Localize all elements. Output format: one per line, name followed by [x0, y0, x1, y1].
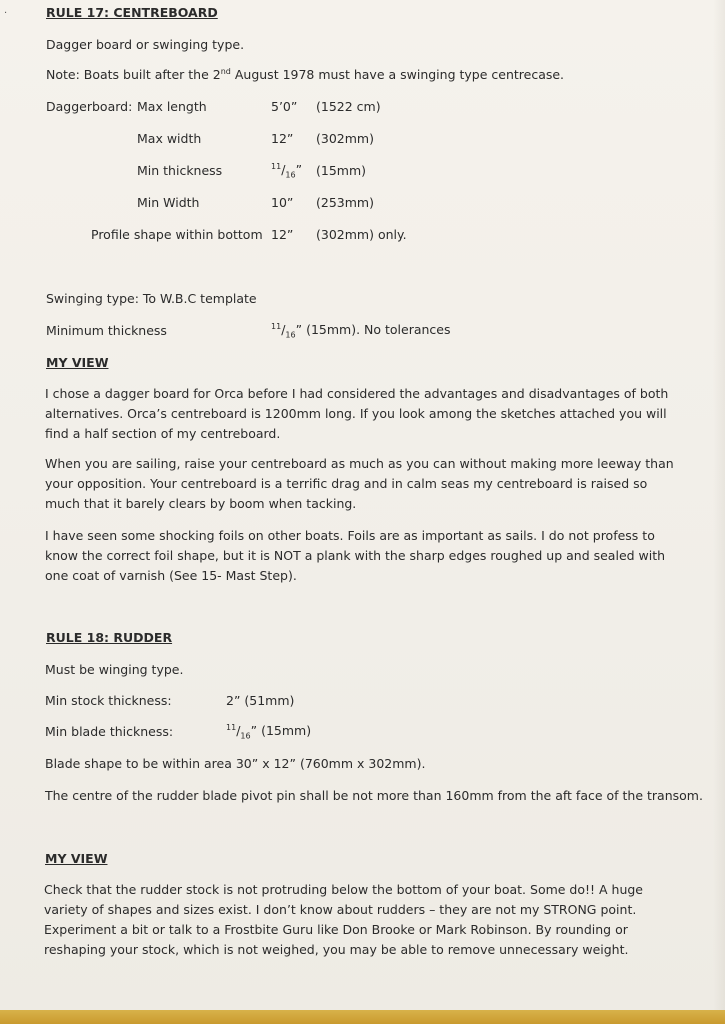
spec-label: Max length [137, 99, 207, 114]
spec-metric: (15mm) [316, 163, 367, 178]
spec-imperial: 5’0” [271, 99, 298, 114]
min-thickness-value: $^{11}/_{16}$” (15mm). No tolerances [271, 322, 451, 340]
rule17-note [46, 68, 564, 82]
rule17-my-view-heading: MY VIEW [46, 355, 109, 370]
fraction-numerator: 11 [226, 723, 237, 732]
blade-value: $^{11}/_{16}$” (15mm) [226, 723, 312, 741]
note-sup: nd [220, 67, 231, 76]
swinging-type: Swinging type: To W.B.C template [46, 291, 257, 306]
blade-shape: Blade shape to be within area 30” x 12” (760mm x 302mm). [45, 756, 426, 771]
spec-label: Max width [137, 131, 202, 146]
min-thickness-metric: (15mm). No tolerances [306, 322, 451, 338]
fraction-unit: ” [295, 162, 303, 178]
rule18-paragraph: Check that the rudder stock is not protruding below the bottom of your boat. Some do!! A huge variety of shapes and sizes exist. I don’t know about rudders – they are not my STRONG point. Experiment a bit or talk to a Frostbite Guru like Don Brooke or Mark Robinson. By rounding or reshaping your stock, which is not weighed, you may be able to remove unnecessary weight. [44, 882, 643, 957]
fraction-denominator: 16 [285, 170, 296, 180]
stock-value: 2” (51mm) [226, 693, 295, 708]
rule17-paragraph-2: When you are sailing, raise your centreboard as much as you can without making more leeway than your opposition. Your centreboard is a terrific drag and in calm seas my centreboard is raised so much that it barely clears by boom when tacking. [45, 456, 674, 511]
spec-imperial: 12” [271, 131, 294, 146]
fraction-denominator: 16 [240, 731, 251, 741]
spec-label: Min Width [137, 195, 200, 210]
spec-imperial: 12” [271, 227, 294, 242]
spec-imperial: 10” [271, 195, 294, 210]
fraction-unit: ” [295, 322, 303, 338]
rule17-heading: RULE 17: CENTREBOARD [46, 5, 218, 20]
rule18-intro: Must be winging type. [45, 662, 184, 677]
rule17-paragraph-1: I chose a dagger board for Orca before I had considered the advantages and disadvantages of both alternatives. Orca’s centreboard is 1200mm long. If you look among the sketches attached you will find a half section of my centreboard. [45, 386, 669, 441]
min-thickness-label: Minimum thickness [46, 323, 167, 338]
rule18-my-view-heading: MY VIEW [45, 851, 108, 866]
note-post: August 1978 must have a swinging type centrecase. [230, 67, 565, 83]
rule17-paragraph-3: I have seen some shocking foils on other boats. Foils are as important as sails. I do not profess to know the correct foil shape, but it is NOT a plank with the sharp edges roughed up and sealed with one coat of varnish (See 15- Mast Step). [45, 528, 666, 583]
spec-label: Profile shape within bottom [91, 227, 263, 242]
rule17-intro: Dagger board or swinging type. [46, 37, 245, 52]
fraction-unit: ” [250, 723, 258, 739]
spec-metric: (302mm) only. [316, 227, 407, 242]
spec-label: Min thickness [137, 163, 223, 178]
stray-mark: · [4, 8, 8, 19]
blade-label: Min blade thickness: [45, 724, 174, 739]
spec-metric: (302mm) [316, 131, 374, 146]
fraction-denominator: 16 [285, 330, 296, 340]
page-shadow [713, 0, 725, 1024]
spec-metric: (253mm) [316, 195, 374, 210]
daggerboard-label: Daggerboard: [46, 99, 133, 114]
note-pre: Note: Boats built after the 2 [46, 67, 221, 83]
spec-imperial-fraction: $^{11}/_{16}$” [271, 162, 303, 180]
rule18-heading: RULE 18: RUDDER [46, 630, 173, 645]
blade-metric: (15mm) [261, 723, 312, 739]
stock-label: Min stock thickness: [45, 693, 172, 708]
spec-metric: (1522 cm) [316, 99, 381, 114]
folder-edge [0, 1010, 725, 1024]
pivot-rule: The centre of the rudder blade pivot pin shall be not more than 160mm from the aft face of the transom. [45, 788, 703, 803]
fraction-numerator: 11 [271, 162, 282, 171]
fraction-numerator: 11 [271, 322, 282, 331]
